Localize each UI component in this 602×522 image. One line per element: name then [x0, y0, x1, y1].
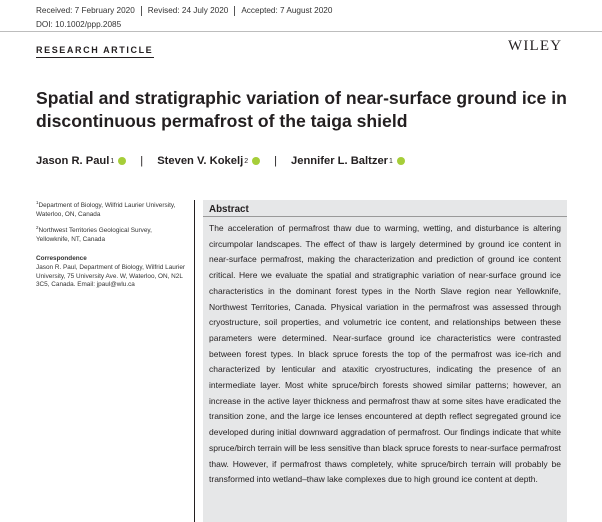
affiliation-text: Department of Biology, Wilfrid Laurier University, Waterloo, ON, Canada	[36, 202, 176, 218]
orcid-icon[interactable]	[118, 157, 126, 165]
correspondence	[36, 255, 186, 290]
abstract-box	[203, 200, 567, 522]
revised-date: Revised: 24 July 2020	[141, 6, 235, 16]
author-name: Jennifer L. Baltzer	[291, 155, 389, 167]
doi[interactable]: DOI: 10.1002/ppp.2085	[36, 20, 122, 29]
author-name: Steven V. Kokelj	[157, 155, 244, 167]
correspondence-text: Jason R. Paul, Department of Biology, Wilfrid Laurier University, 75 University Ave. W, Waterloo, ON, N2L 3C5, Canada. Email: jpaul@wlu.ca	[36, 263, 186, 289]
article-type: RESEARCH ARTICLE	[36, 45, 154, 55]
article-title: Spatial and stratigraphic variation of near-surface ground ice in discontinuous permafrost of the taiga shield	[36, 88, 567, 131]
article-dates	[36, 6, 338, 16]
author-affiliation-mark: 1	[389, 157, 393, 165]
author-affiliation-mark: 1	[110, 157, 115, 165]
abstract-text: The acceleration of permafrost thaw due to warming, wetting, and disturbance is altering circumpolar landscapes. The effect of thaw is largely determined by ground ice content in near-surface permafrost, making the characterization and prediction of ground ice content critical. Here we evaluate the spatial and stratigraphic variation of near-surface ground ice characteristics in the dominant forest types in the North Slave region near Yellowknife, Northwest Territories, Canada. Physical variation in the permafrost was assessed through cryostructure, soil properties, and volumetric ice content, and relationships between these parameters were determined. Near-surface ground ice characteristics were contrasted between forest types. In black spruce forests the top of the permafrost was ice-rich and characterized by lenticular and ataxitic cryostructures, indicating the presence of an intermediate layer. Most white spruce/birch forests showed similar patterns; however, an increase in the active layer thickness and permafrost thaw at some sites have eradicated the transition zone, and the large ice lenses encountered at depth reflect segregated ground ice developed during initial downward aggradation of permafrost. Our findings indicate that white spruce/birch terrain will be less sensitive than black spruce forests to near-surface permafrost thaw. However, if permafrost thaws completely, white spruce/birch terrain will probably be transformed into wetland–thaw lake complexes due to high ground ice content at depth.	[209, 223, 561, 485]
orcid-icon[interactable]	[252, 157, 260, 165]
affiliation-mark: 1	[36, 200, 39, 205]
affiliation-text: Northwest Territories Geological Survey, Yellowknife, NT, Canada	[36, 227, 152, 243]
author-separator: |	[274, 155, 278, 167]
orcid-icon[interactable]	[397, 157, 405, 165]
correspondence-heading: Correspondence	[36, 255, 87, 262]
publisher-logo: WILEY	[508, 38, 563, 54]
received-date: Received: 7 February 2020	[36, 6, 135, 15]
affiliation-1	[36, 199, 186, 220]
author-name: Jason R. Paul	[36, 155, 110, 167]
article-type-underline	[36, 57, 154, 58]
author-affiliation-mark: 2	[244, 157, 249, 165]
author-1[interactable]	[36, 155, 126, 167]
abstract-heading: Abstract	[209, 204, 249, 215]
accepted-date: Accepted: 7 August 2020	[234, 6, 338, 16]
author-2[interactable]	[157, 155, 260, 167]
abstract-divider	[203, 216, 567, 217]
author-separator: |	[140, 155, 144, 167]
column-divider	[194, 200, 195, 522]
header-divider	[0, 31, 602, 32]
affiliation-mark: 2	[36, 225, 39, 230]
affiliation-2	[36, 224, 186, 245]
author-list	[36, 155, 405, 167]
author-3[interactable]	[291, 155, 405, 167]
